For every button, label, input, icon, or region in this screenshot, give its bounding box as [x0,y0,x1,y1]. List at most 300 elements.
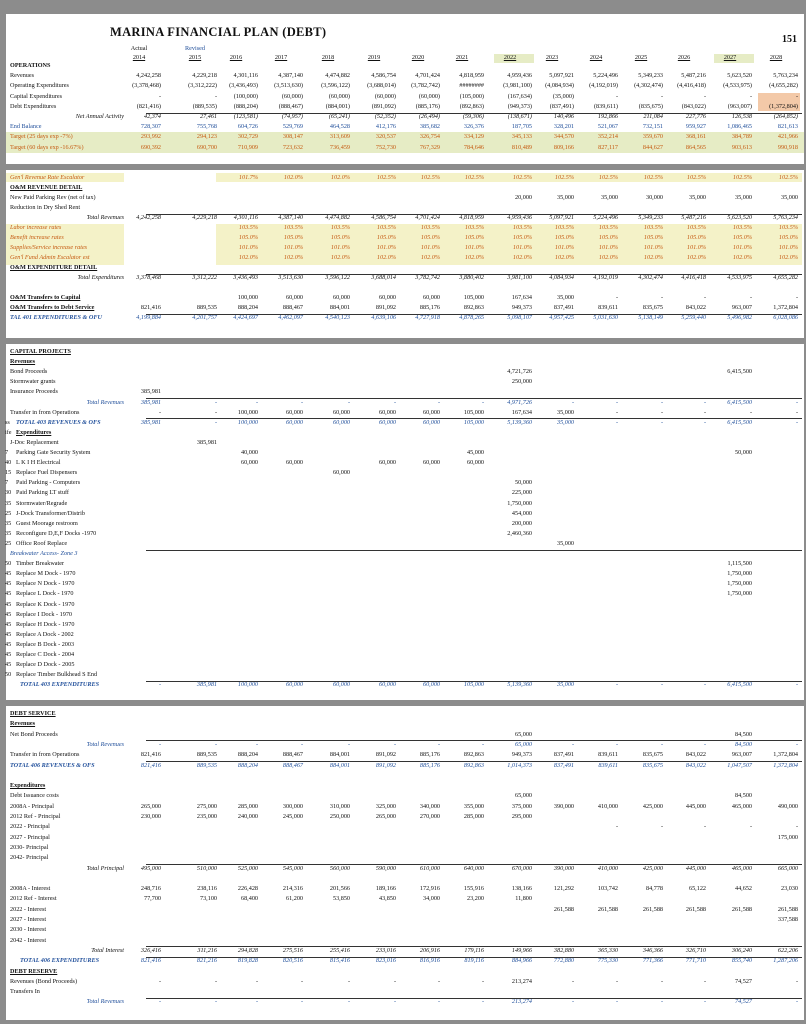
cell-value: 225,000 [511,489,532,497]
cell-value: (60,000) [281,92,303,100]
row-prefix: 45 [5,651,12,658]
cell-value: 11,800 [515,895,532,903]
total-rule [146,550,802,551]
cell-value: - [300,998,303,1006]
cell-value: - [795,977,798,985]
cell-value: - [795,294,798,301]
cell-value: (4,302,474) [634,82,663,90]
cell-value: 334,129 [463,133,484,141]
cell-value: 4,474,882 [325,214,350,221]
cell-value: (105,000) [459,92,484,100]
cell-value: 889,535 [196,751,217,759]
row-label: L K I H Electrical [16,459,61,467]
cell-value: 6,415,500 [727,418,752,426]
cell-value: 105,000 [463,681,484,689]
cell-value: 65,122 [688,885,706,893]
cell-value: 4,474,882 [325,72,350,80]
cell-value: - [703,681,706,689]
cell-value: 670,000 [511,864,532,872]
cell-value: - [795,418,798,426]
cell-value: 77,700 [143,895,161,903]
row-label: Transfer in from Operations [10,408,80,416]
cell-value: - [615,681,618,689]
cell-value: 68,400 [240,895,258,903]
cell-value: 101.0% [283,244,303,251]
cell-value: 4,586,754 [371,72,396,80]
cell-value: - [255,740,258,748]
cell-value: (821,416) [136,102,161,110]
cell-value: 368,161 [685,133,706,141]
row-label: Paid Parking LT stuff [16,489,69,497]
cell-value: 105.0% [376,234,396,241]
cell-value: (60,000) [374,92,396,100]
cell-value: - [749,823,752,831]
cell-value: 888,467 [282,751,303,759]
cell-value: - [300,740,303,748]
cell-value: 5,487,216 [681,72,706,80]
cell-value: 885,176 [419,304,440,311]
row-label: Office Roof Replace [16,539,68,547]
cell-value: 101.0% [643,244,663,251]
cell-value: 454,000 [511,509,532,517]
cell-value: 816,916 [419,957,440,965]
cell-value: 60,000 [285,408,303,416]
cell-value: 590,000 [375,864,396,872]
row-label: Total Revenues [86,740,124,748]
cell-value: 102.5% [376,174,396,181]
cell-value: 410,000 [597,802,618,810]
cell-value: 60,000 [285,294,303,301]
cell-value: 1,372,804 [773,751,798,759]
cell-value: 103.5% [376,224,396,231]
cell-value: 4,959,436 [507,72,532,80]
row-label: Total Expenditures [77,274,124,281]
cell-value: 385,682 [419,123,440,131]
cell-value: 60,000 [378,408,396,416]
cell-value: 560,000 [329,864,350,872]
year-header-label: Actual [130,45,148,52]
cell-value: 412,176 [375,123,396,131]
row-label: DEBT RESERVE [10,967,58,975]
cell-value: - [255,398,258,406]
cell-value: 101.0% [778,244,798,251]
cell-value: 375,000 [511,802,532,810]
cell-value: 885,176 [419,761,440,769]
cell-value: 4,586,754 [371,214,396,221]
cell-value: (60,000) [418,92,440,100]
cell-value: - [660,294,663,301]
cell-value: 892,863 [463,751,484,759]
cell-value: 4,229,218 [192,214,217,221]
cell-value: 4,201,757 [192,314,217,321]
cell-value: 884,001 [329,761,350,769]
cell-value: 101.0% [732,244,752,251]
cell-value: - [437,398,440,406]
total-rule [146,761,802,762]
cell-value: - [660,408,663,416]
cell-value: (26,494) [418,113,440,120]
cell-value: 155,916 [463,885,484,893]
cell-value: 385,981 [140,398,161,406]
cell-value: 815,416 [329,957,350,965]
cell-value: 385,981 [196,438,217,446]
cell-value: (35,000) [552,92,574,100]
cell-value: 5,098,107 [507,314,532,321]
cell-value: 138,166 [511,885,532,893]
cell-value: 320,537 [375,133,396,141]
cell-value: 105.0% [598,234,618,241]
cell-value: - [158,408,161,416]
cell-value: 340,000 [419,802,440,810]
cell-value: 823,016 [375,957,396,965]
cell-value: 105,000 [463,408,484,416]
total-rule [146,998,802,999]
cell-value: 464,528 [329,123,350,131]
cell-value: 884,966 [511,957,532,965]
row-label: 2027 - Principal [10,833,50,841]
cell-value: - [481,998,484,1006]
cell-value: 73,100 [199,895,217,903]
cell-value: - [158,998,161,1006]
cell-value: - [300,977,303,985]
cell-value: 102.0% [643,254,663,261]
year-header: 2018 [321,54,335,61]
cell-value: 4,192,019 [593,274,618,281]
cell-value: 40,000 [240,449,258,456]
row-label: Capital Expenditures [10,92,63,100]
row-prefix: 45 [5,570,12,578]
row-label: TOTAL 403 REVENUES & OFS [16,418,101,426]
cell-value: (167,634) [507,92,532,100]
cell-value: 710,909 [237,143,258,151]
cell-value: 102.0% [330,174,350,181]
cell-value: 102.5% [598,174,618,181]
cell-value: - [795,408,798,416]
cell-value: 35,000 [556,194,574,201]
cell-value: 810,489 [511,143,532,151]
cell-value: 60,000 [378,459,396,467]
row-label: O&M Transfers to Capital [10,294,81,301]
cell-value: 421,966 [777,133,798,141]
cell-value: 884,001 [329,304,350,311]
cell-value: 510,000 [196,864,217,872]
cell-value: - [749,294,752,301]
row-label: 2012 Ref - Interest [10,895,57,903]
cell-value: 238,116 [197,885,217,893]
row-label: Target (60 days exp -16.67%) [10,143,84,151]
cell-value: 821,416 [140,304,161,311]
cell-value: 308,147 [282,133,303,141]
row-label: Replace Timber Bulkhead S End [16,671,98,679]
cell-value: 45,000 [466,449,484,456]
cell-value: 3,513,630 [278,274,303,281]
cell-value: - [571,398,574,406]
cell-value: 101.0% [464,244,484,251]
cell-value: 102.0% [376,254,396,261]
cell-value: 240,000 [237,813,258,820]
year-header: 2025 [634,54,648,61]
page-title: MARINA FINANCIAL PLAN (DEBT) [110,25,327,39]
cell-value: - [703,740,706,748]
cell-value: - [437,977,440,985]
cell-value: - [571,740,574,748]
year-header-label: Revised [185,45,205,52]
row-label: Benefit increase rates [10,234,64,241]
cell-value: 771,710 [685,957,706,965]
cell-value: 529,769 [282,123,303,131]
cell-value: 3,312,222 [192,274,217,281]
cell-value: 344,570 [553,133,574,141]
cell-value: 306,240 [731,946,752,954]
cell-value: - [214,740,217,748]
cell-value: (843,022) [681,102,706,110]
cell-value: 5,031,630 [593,314,618,321]
cell-value: (100,000) [233,92,258,100]
cell-value: 103.5% [732,224,752,231]
cell-value: (3,513,630) [274,82,303,90]
cell-value: 837,491 [553,761,574,769]
cell-value: - [571,998,574,1006]
cell-value: 990,918 [777,143,798,151]
cell-value: 4,701,424 [415,214,440,221]
cell-value: 102.0% [283,254,303,261]
cell-value: 959,927 [685,123,706,131]
year-header: 2021 [455,54,469,61]
cell-value: 102.0% [598,254,618,261]
cell-value: 23,030 [780,885,798,893]
cell-value: 891,092 [375,304,396,311]
cell-value: 5,097,921 [549,72,574,80]
cell-value: 5,097,921 [549,214,574,221]
row-label: 2008A - Principal [10,802,54,810]
cell-value: - [795,823,798,831]
cell-value: 784,646 [463,143,484,151]
row-label: Timber Breakwater [16,560,65,568]
cell-value: 293,992 [140,133,161,141]
cell-value: 105.0% [420,234,440,241]
row-label: 2022 - Interest [10,905,47,913]
cell-value: 201,566 [329,885,350,893]
cell-value: 187,705 [511,123,532,131]
cell-value: 103,742 [597,885,618,893]
cell-value: 728,307 [140,123,161,131]
cell-value: 105.0% [686,234,706,241]
cell-value: 839,611 [598,304,618,311]
cell-value: 843,022 [685,304,706,311]
cell-value: (60,000) [328,92,350,100]
cell-value: 3,688,014 [371,274,396,281]
total-rule [146,418,802,419]
cell-value: (123,581) [233,113,258,120]
year-header: 2014 [132,54,146,61]
cell-value: 1,014,373 [507,761,532,769]
cell-value: 5,763,234 [773,214,798,221]
row-label: Revenues (Bond Proceeds) [10,977,78,985]
cell-value: 105.0% [283,234,303,241]
cell-value: 167,634 [511,294,532,301]
cell-value: 103.5% [283,224,303,231]
total-rule [146,740,802,741]
cell-value: 723,632 [282,143,303,151]
cell-value: 35,000 [556,539,574,547]
cell-value: 226,428 [237,885,258,893]
row-prefix: ss [5,418,10,426]
cell-value: (839,611) [593,102,618,110]
cell-value: 835,675 [642,751,663,759]
cell-value: (835,675) [638,102,663,110]
cell-value: 295,000 [511,813,532,820]
cell-value: 285,000 [237,802,258,810]
cell-value: 5,139,360 [507,418,532,426]
row-label: Insurance Proceeds [10,388,58,396]
cell-value: 5,349,233 [638,72,663,80]
row-label: Replace N Dock - 1970 [16,580,75,588]
row-label: 2012 Ref - Principal [10,813,61,820]
cell-value: - [795,998,798,1006]
row-label: 2027 - Interest [10,916,47,923]
cell-value: - [214,408,217,416]
cell-value: - [615,92,618,100]
cell-value: 3,436,493 [233,274,258,281]
cell-value: 102.5% [512,174,532,181]
cell-value: (892,863) [459,102,484,110]
debt-service-panel [6,706,804,1020]
cell-value: 105.0% [732,234,752,241]
row-label: Breakwater Access- Zone 3 [10,550,78,557]
cell-value: - [393,398,396,406]
cell-value: (52,352) [374,113,396,120]
cell-value: - [158,977,161,985]
row-label: Transfer in from Operations [10,751,80,759]
cell-value: 835,675 [642,761,663,769]
cell-value: 855,740 [731,957,752,965]
cell-value: - [571,977,574,985]
cell-value: 42,374 [143,113,161,120]
cell-value: 270,000 [419,813,440,820]
cell-value: 103.5% [686,224,706,231]
cell-value: 4,971,726 [507,398,532,406]
cell-value: 60,000 [422,681,440,689]
cell-value: 821,613 [777,123,798,131]
cell-value: - [255,977,258,985]
cell-value: 490,000 [777,802,798,810]
cell-value: 60,000 [378,418,396,426]
cell-value: 352,214 [597,133,618,141]
row-label: Net Bond Proceeds [10,730,58,738]
cell-value: 4,301,116 [233,72,258,80]
cell-value: 4,084,934 [549,274,574,281]
row-label: Replace D Dock - 2005 [16,661,75,669]
cell-value: 884,001 [329,751,350,759]
cell-value: 4,959,436 [507,214,532,221]
cell-value: (1,372,804) [769,102,798,110]
cell-value: - [615,398,618,406]
cell-value: (888,204) [233,102,258,110]
row-label: Bond Proceeds [10,368,48,376]
cell-value: 604,726 [237,123,258,131]
cell-value: 3,981,100 [507,274,532,281]
page-number: 151 [782,34,797,45]
row-label: Net Annual Activity [75,113,124,120]
cell-value: 4,818,959 [459,214,484,221]
row-prefix: 35 [5,529,12,537]
cell-value: 60,000 [332,469,350,477]
row-label: Total Revenues [86,998,124,1006]
cell-value: 35,000 [556,294,574,301]
cell-value: (949,373) [507,102,532,110]
cell-value: 60,000 [466,459,484,467]
cell-value: 101.0% [330,244,350,251]
cell-value: - [158,681,161,689]
cell-value: 545,000 [282,864,303,872]
cell-value: (4,084,934) [545,82,574,90]
row-label: Guest Moorage restroom [16,519,78,527]
cell-value: - [660,398,663,406]
row-label: 2022 - Principal [10,823,50,831]
cell-value: (963,007) [727,102,752,110]
row-label: Replace A Dock - 2002 [16,630,74,638]
cell-value: 311,216 [197,946,217,954]
total-rule [146,398,802,399]
cell-value: 101.7% [238,174,258,181]
cell-value: 167,634 [511,408,532,416]
cell-value: 53,850 [332,895,350,903]
cell-value: 261,588 [642,905,663,913]
row-prefix: ife [5,428,12,436]
cell-value: 5,487,216 [681,214,706,221]
cell-value: 665,000 [777,864,798,872]
cell-value: 74,527 [734,998,752,1006]
cell-value: 179,116 [464,946,484,954]
total-rule [146,946,802,947]
cell-value: 84,500 [734,730,752,738]
row-prefix: 35 [5,519,12,527]
cell-value: 102.0% [464,254,484,261]
cell-value: 43,850 [378,895,396,903]
row-label: Replace Fuel Dispensers [16,469,78,477]
row-label: 2030- Principal [10,843,49,851]
cell-value: 140,496 [553,113,574,120]
cell-value: 60,000 [332,418,350,426]
cell-value: (885,176) [415,102,440,110]
cell-value: 105,000 [463,294,484,301]
cell-value: 326,754 [419,133,440,141]
cell-value: 250,000 [329,813,350,820]
cell-value: 610,000 [419,864,440,872]
cell-value: - [703,408,706,416]
cell-value: 843,022 [685,751,706,759]
cell-value: 821,416 [140,761,161,769]
cell-value: 1,372,804 [773,761,798,769]
cell-value: 200,000 [511,519,532,527]
cell-value: 755,768 [196,123,217,131]
year-header: 2020 [411,54,425,61]
cell-value: (3,378,468) [132,82,161,90]
cell-value: 5,224,496 [593,72,618,80]
cell-value: 1,750,000 [507,499,532,507]
cell-value: 50,000 [514,479,532,487]
cell-value: (837,491) [549,102,574,110]
cell-value: 105.0% [554,234,574,241]
cell-value: 385,981 [140,418,161,426]
row-label: TAL 401 EXPENDITURES & OFU [10,314,102,321]
cell-value: 102.0% [732,254,752,261]
year-header: 2015 [188,54,202,61]
cell-value: - [393,977,396,985]
cell-value: - [214,418,217,426]
cell-value: (3,782,742) [411,82,440,90]
row-label: Replace L Dock - 1970 [16,590,74,598]
